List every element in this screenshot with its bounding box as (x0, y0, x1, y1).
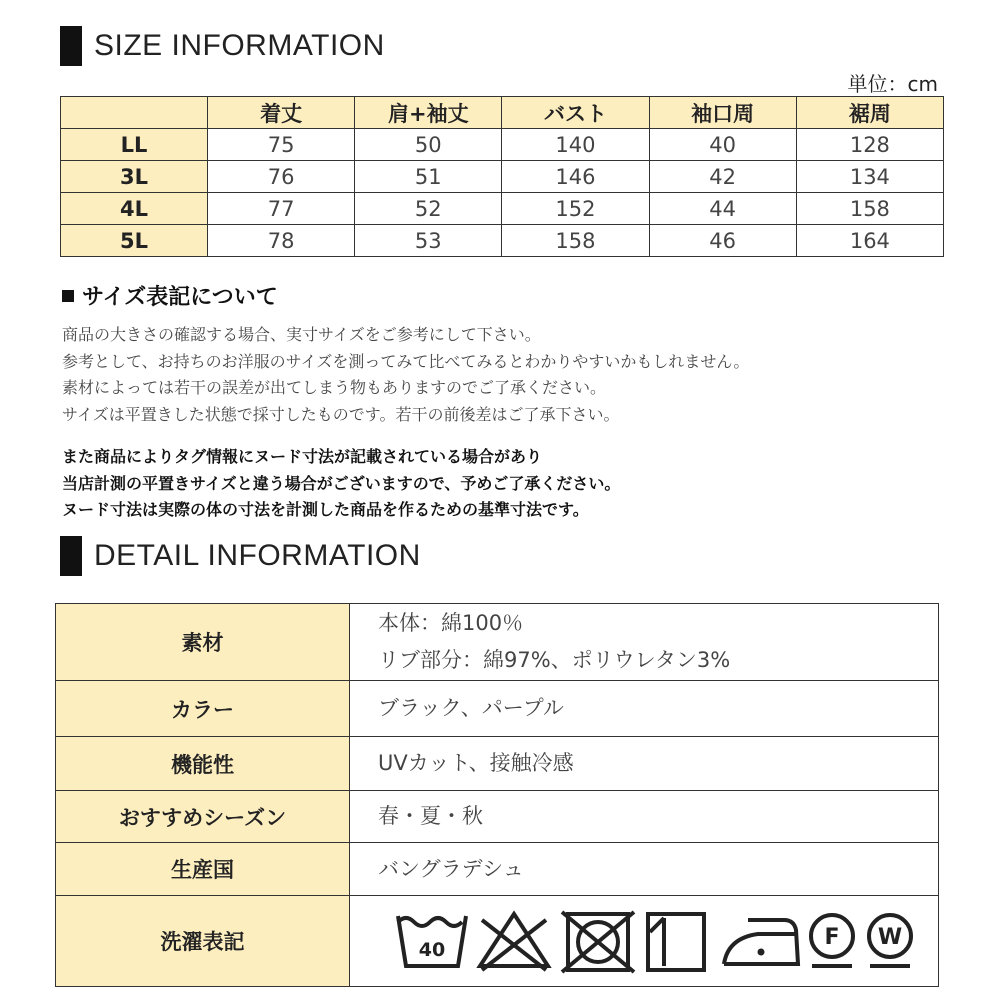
table-cell: 77 (208, 193, 355, 225)
table-cell: 51 (355, 161, 502, 193)
dry-clean-letter: F (824, 925, 840, 950)
bullet-square-icon (62, 290, 74, 302)
size-label: 5L (61, 225, 208, 257)
detail-label: カラー (56, 681, 350, 737)
dry-clean-f-icon (806, 908, 862, 974)
detail-table (55, 603, 939, 987)
section-marker (60, 26, 82, 66)
table-cell: 52 (355, 193, 502, 225)
table-cell: 75 (208, 129, 355, 161)
column-header: 袖口周 (649, 97, 796, 129)
note-line: 参考として、お持ちのお洋服のサイズを測ってみて比べてみるとわかりやすいかもしれません。 (62, 351, 750, 371)
detail-label: おすすめシーズン (56, 791, 350, 843)
wash-temp-text: 40 (418, 939, 446, 961)
size-note-bold-lines (62, 444, 620, 524)
size-section-title: SIZE INFORMATION (94, 29, 385, 62)
iron-low-icon (718, 908, 802, 974)
no-tumble-dry-icon (558, 908, 638, 974)
detail-label: 素材 (56, 604, 350, 681)
material-line: リブ部分：綿97%、ポリウレタン3% (378, 648, 731, 672)
note-line-bold: 当店計測の平置きサイズと違う場合がございますので、予めご了承ください。 (62, 473, 621, 493)
wash-40-icon (394, 908, 470, 974)
size-note-heading (62, 280, 278, 311)
detail-value-function: UVカット、接触冷感 (350, 737, 939, 791)
table-cell: 50 (355, 129, 502, 161)
detail-value-material (350, 604, 939, 681)
detail-value-origin: バングラデシュ (350, 843, 939, 896)
table-cell: 158 (502, 225, 649, 257)
table-cell: 46 (649, 225, 796, 257)
size-label: LL (61, 129, 208, 161)
detail-label: 機能性 (56, 737, 350, 791)
material-line: 本体：綿100％ (378, 611, 524, 635)
size-label: 4L (61, 193, 208, 225)
detail-section-header (60, 536, 421, 576)
table-cell: 164 (796, 225, 943, 257)
table-cell: 158 (796, 193, 943, 225)
unit-label: 単位：cm (847, 72, 938, 96)
size-note-lines (62, 322, 749, 428)
table-cell: 146 (502, 161, 649, 193)
column-header: バスト (502, 97, 649, 129)
wet-clean-letter: W (877, 925, 903, 950)
table-cell: 76 (208, 161, 355, 193)
detail-section-title: DETAIL INFORMATION (94, 539, 421, 572)
detail-row-material (56, 604, 939, 681)
note-line: 商品の大きさの確認する場合、実寸サイズをご参考にして下さい。 (62, 325, 541, 344)
table-row (61, 225, 944, 257)
note-line: サイズは平置きした状態で採寸したものです。若干の前後差はご了承下さい。 (62, 404, 620, 424)
size-table-header-row (61, 97, 944, 129)
table-cell: 140 (502, 129, 649, 161)
table-cell: 78 (208, 225, 355, 257)
table-cell: 53 (355, 225, 502, 257)
column-header: 裾周 (796, 97, 943, 129)
line-dry-icon (642, 908, 712, 974)
table-row (61, 193, 944, 225)
detail-row-care (56, 896, 939, 987)
detail-label: 生産国 (56, 843, 350, 896)
table-cell: 128 (796, 129, 943, 161)
size-label: 3L (61, 161, 208, 193)
table-cell: 152 (502, 193, 649, 225)
detail-row-origin (56, 843, 939, 896)
detail-label: 洗濯表記 (56, 896, 350, 987)
wet-clean-w-icon (864, 908, 920, 974)
table-cell: 44 (649, 193, 796, 225)
care-icons (350, 896, 939, 987)
detail-row-function (56, 737, 939, 791)
size-table (60, 96, 944, 257)
detail-value-season: 春・夏・秋 (350, 791, 939, 843)
detail-value-color: ブラック、パープル (350, 681, 939, 737)
detail-row-color (56, 681, 939, 737)
column-header: 着丈 (208, 97, 355, 129)
note-line: 素材によっては若干の誤差が出てしまう物もありますのでご了承ください。 (62, 378, 607, 397)
table-cell: 42 (649, 161, 796, 193)
table-cell: 134 (796, 161, 943, 193)
note-line-bold: また商品によりタグ情報にヌード寸法が記載されている場合があり (62, 447, 543, 466)
no-bleach-icon (474, 908, 554, 974)
size-section-header (60, 26, 385, 66)
table-row (61, 161, 944, 193)
note-line-bold: ヌード寸法は実際の体の寸法を計測した商品を作るための基準寸法です。 (62, 500, 589, 519)
table-row (61, 129, 944, 161)
column-header: 肩+袖丈 (355, 97, 502, 129)
size-note-heading-text: サイズ表記について (82, 285, 278, 310)
size-table-corner (61, 97, 208, 129)
section-marker (60, 536, 82, 576)
table-cell: 40 (649, 129, 796, 161)
detail-row-season (56, 791, 939, 843)
